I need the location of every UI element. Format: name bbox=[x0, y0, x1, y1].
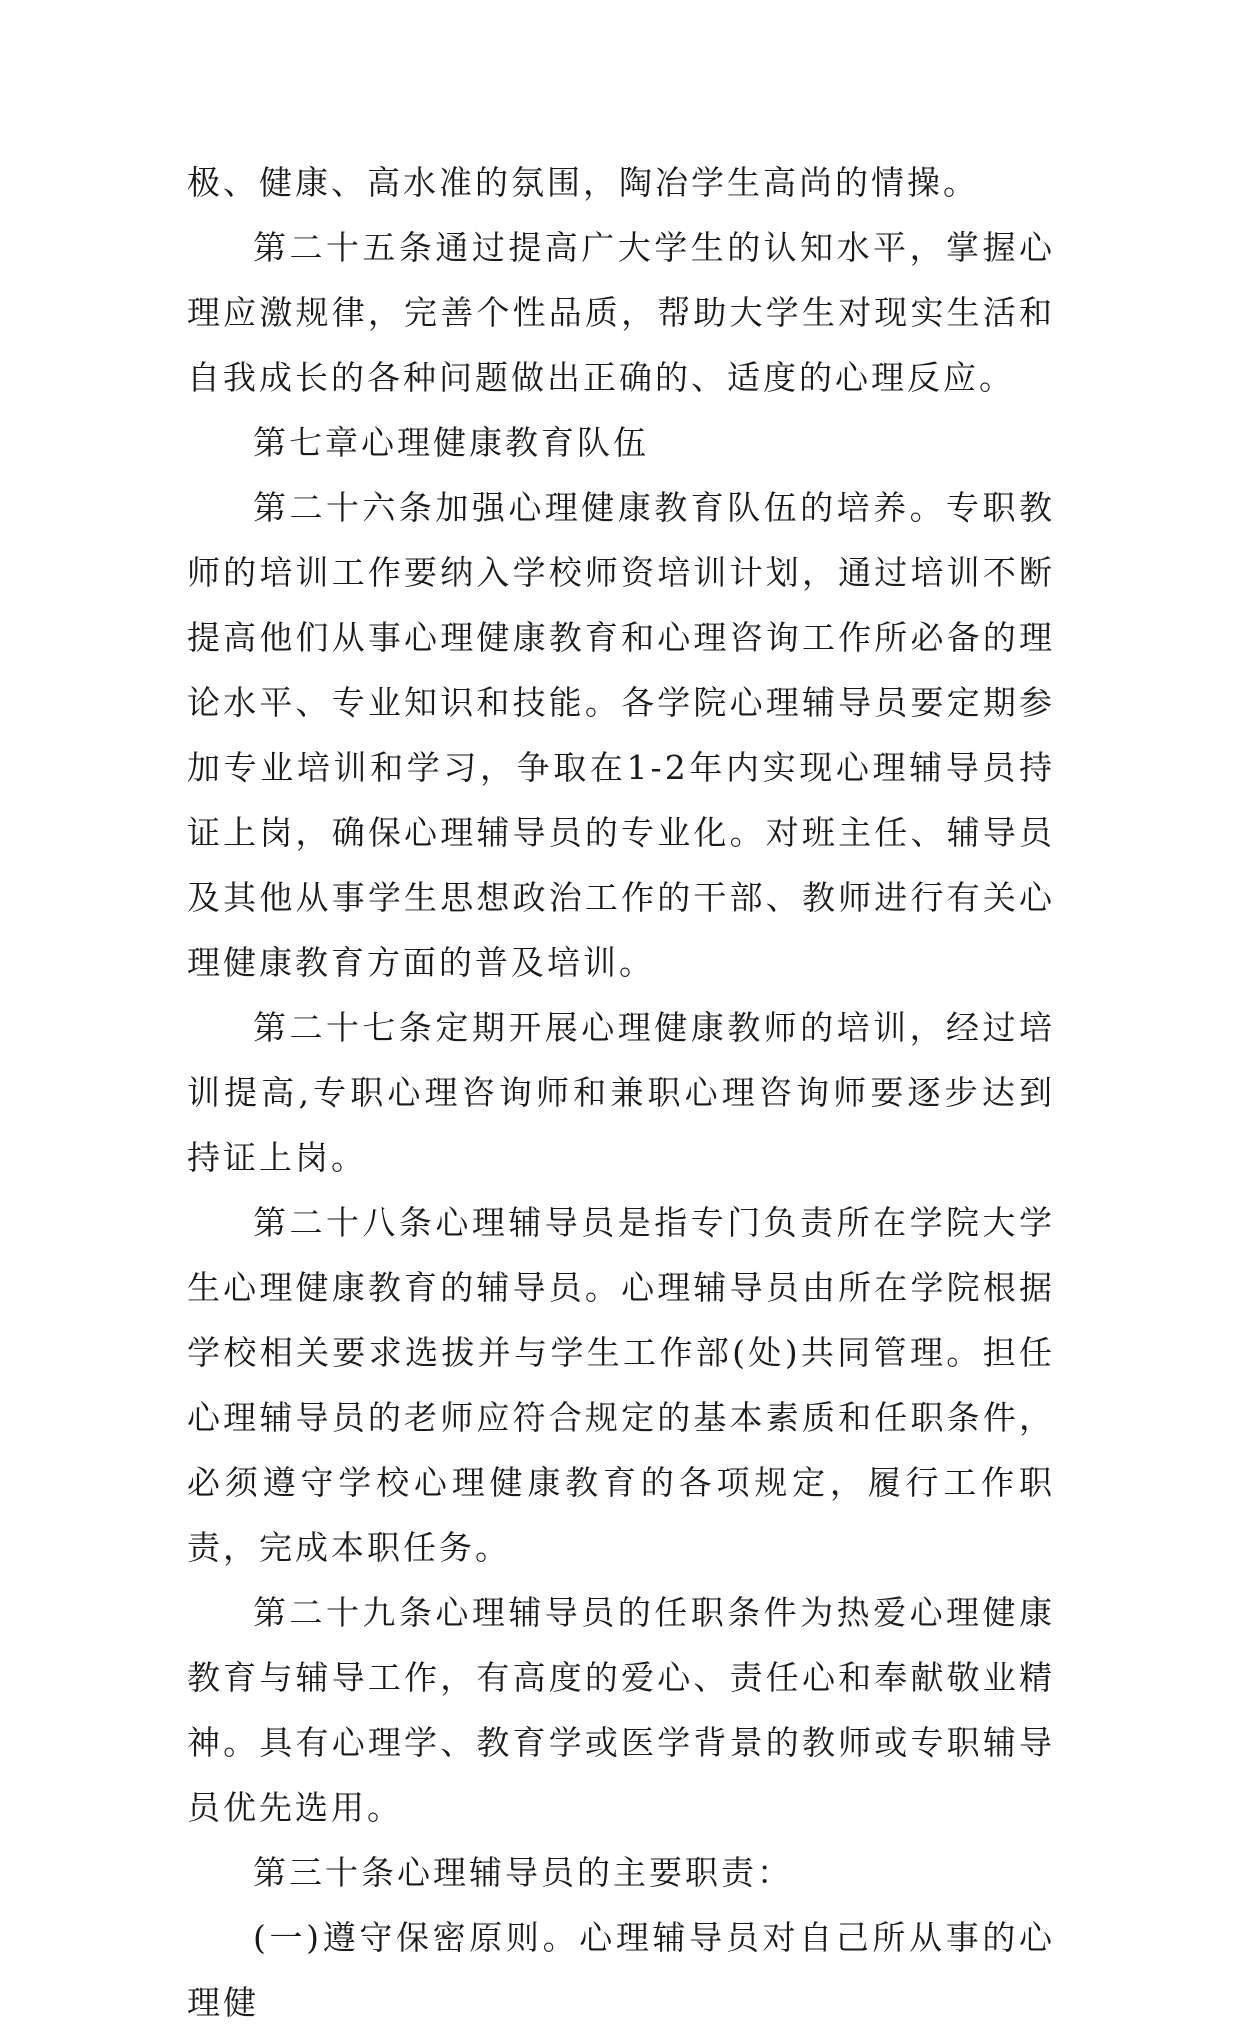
article-30-item-1: (一)遵守保密原则。心理辅导员对自己所从事的心理健 bbox=[187, 1918, 1055, 2022]
paragraph-continuation: 极、健康、高水准的氛围，陶冶学生高尚的情操。 bbox=[187, 163, 979, 202]
article-28: 第二十八条心理辅导员是指专门负责所在学院大学生心理健康教育的辅导员。心理辅导员由所在学院根据学校相关要求选拔并与学生工作部(处)共同管理。担任心理辅导员的老师应符合规定的基本素质和任职条件，必须遵守学校心理健康教育的各项规定，履行工作职责，完成本职任务。 bbox=[187, 1203, 1055, 1567]
article-25: 第二十五条通过提高广大学生的认知水平，掌握心理应激规律，完善个性品质，帮助大学生对现实生活和自我成长的各种问题做出正确的、适度的心理反应。 bbox=[187, 228, 1055, 397]
article-29: 第二十九条心理辅导员的任职条件为热爱心理健康教育与辅导工作，有高度的爱心、责任心和奉献敬业精神。具有心理学、教育学或医学背景的教师或专职辅导员优先选用。 bbox=[187, 1593, 1055, 1827]
chapter-7-heading: 第七章心理健康教育队伍 bbox=[253, 423, 649, 462]
article-26: 第二十六条加强心理健康教育队伍的培养。专职教师的培训工作要纳入学校师资培训计划，通过培训不断提高他们从事心理健康教育和心理咨询工作所必备的理论水平、专业知识和技能。各学院心理辅导员要定期参加专业培训和学习，争取在1-2年内实现心理辅导员持证上岗，确保心理辅导员的专业化。对班主任、辅导员及其他从事学生思想政治工作的干部、教师进行有关心理健康教育方面的普及培训。 bbox=[187, 488, 1055, 982]
article-27: 第二十七条定期开展心理健康教师的培训，经过培训提高,专职心理咨询师和兼职心理咨询师要逐步达到持证上岗。 bbox=[187, 1008, 1055, 1177]
document-body bbox=[187, 150, 1055, 2035]
article-30: 第三十条心理辅导员的主要职责： bbox=[253, 1853, 793, 1892]
